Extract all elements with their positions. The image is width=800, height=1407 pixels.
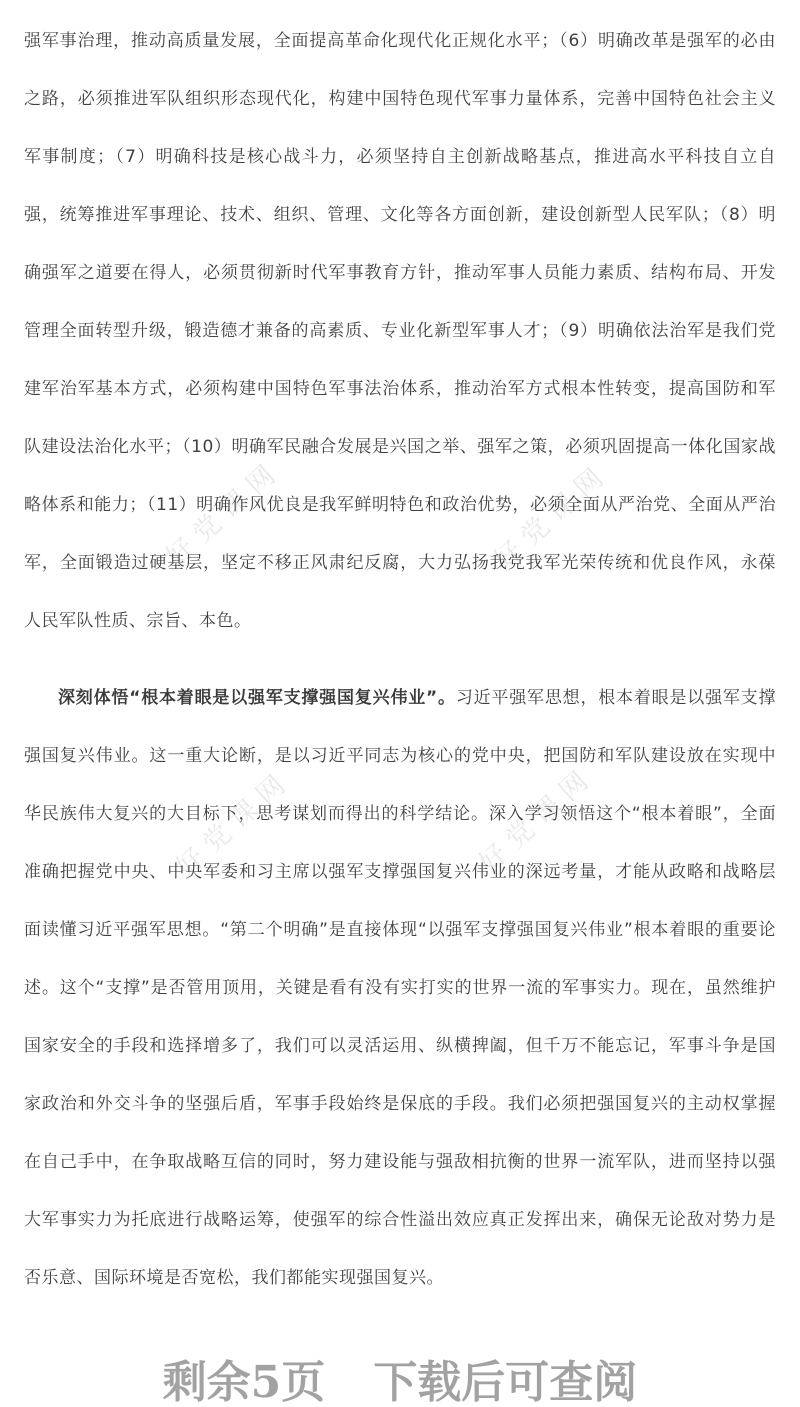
download-hint-label: 下载后可查阅 xyxy=(373,1357,638,1407)
document-content xyxy=(24,12,776,1407)
body-paragraph-deep-understanding xyxy=(24,669,776,1307)
paragraph-lead-bold: 深刻体悟“根本着眼是以强军支撑强国复兴伟业”。 xyxy=(58,688,456,708)
paragraph-body-text: 习近平强军思想，根本着眼是以强军支撑强国复兴伟业。这一重大论断，是以习近平同志为核心的党中央，把国防和军队建设放在实现中华民族伟大复兴的大目标下，思考谋划而得出的科学结论。深入学习领悟这个“根本着眼”，全面准确把握党中央、中央军委和习主席以强军支撑强国复兴伟业的深远考量，才能从政略和战略层面读懂习近平强军思想。“第二个明确”是直接体现“以强军支撑强国复兴伟业”根本着眼的重要论述。这个“支撑”是否管用顶用，关键是看有没有实打实的世界一流的军事实力。现在，虽然维护国家安全的手段和选择增多了，我们可以灵活运用、纵横捭阖，但千万不能忘记，军事斗争是国家政治和外交斗争的坚强后盾，军事手段始终是保底的手段。我们必须把强国复兴的主动权掌握在自己手中，在争取战略互信的同时，努力建设能与强敌相抗衡的世界一流军队，进而坚持以强大军事实力为托底进行战略运筹，使强军的综合性溢出效应真正发挥出来，确保无论敌对势力是否乐意、国际环境是否宽松，我们都能实现强国复兴。 xyxy=(24,688,776,1288)
remaining-pages-banner xyxy=(24,1355,776,1407)
body-paragraph-military-governance: 强军事治理，推动高质量发展，全面提高革命化现代化正规化水平；（6）明确改革是强军的必由之路，必须推进军队组织形态现代化，构建中国特色现代军事力量体系，完善中国特色社会主义军事制度；（7）明确科技是核心战斗力，必须坚持自主创新战略基点，推进高水平科技自立自强，统筹推进军事理论、技术、组织、管理、文化等各方面创新，建设创新型人民军队；（8）明确强军之道要在得人，必须贯彻新时代军事教育方针，推动军事人员能力素质、结构布局、开发管理全面转型升级，锻造德才兼备的高素质、专业化新型军事人才；（9）明确依法治军是我们党建军治军基本方式，必须构建中国特色军事法治体系，推动治军方式根本性转变，提高国防和军队建设法治化水平；（10）明确军民融合发展是兴国之举、强军之策，必须巩固提高一体化国家战略体系和能力；（11）明确作风优良是我军鲜明特色和政治优势，必须全面从严治党、全面从严治军，全面锻造过硬基层，坚定不移正风肃纪反腐，大力弘扬我党我军光荣传统和优良作风，永葆人民军队性质、宗旨、本色。 xyxy=(24,31,776,631)
watermark: 好党课网 xyxy=(473,760,601,880)
watermark: 好党课网 xyxy=(170,764,298,884)
watermark: 好党课网 xyxy=(160,454,288,574)
watermark: 好党课网 xyxy=(488,457,616,577)
remaining-pages-label: 剩余5页 xyxy=(162,1357,326,1407)
